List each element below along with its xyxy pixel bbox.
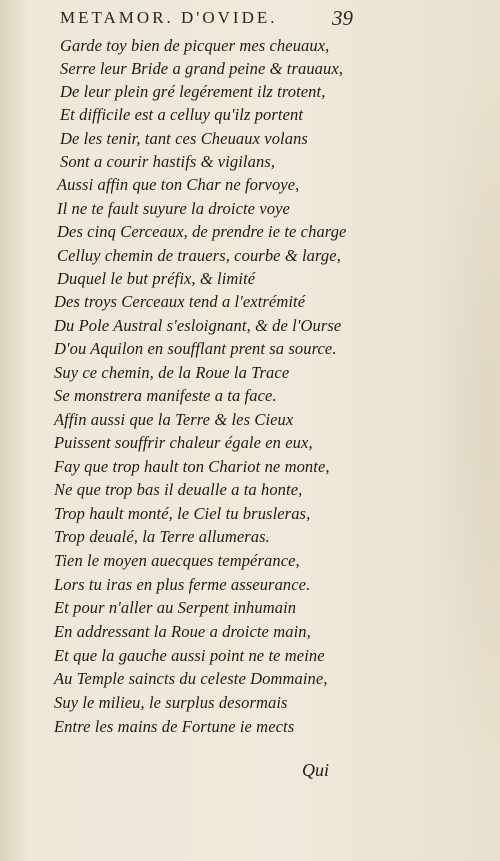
verse-line: En addressant la Roue a droicte main, [54,622,311,641]
verse-line: Des troys Cerceaux tend a l'extrémité [54,292,306,311]
verse-line: Ne que trop bas il deualle a ta honte, [54,480,303,499]
verse-line: Puissent souffrir chaleur égale en eux, [54,433,313,452]
verse-line: Et difficile est a celluy qu'ilz portent [60,105,304,124]
verse-line: Aussi affin que ton Char ne forvoye, [57,175,300,194]
verse-line: De les tenir, tant ces Cheuaux volans [60,129,308,148]
verse-line: Trop hault monté, le Ciel tu brusleras, [54,504,311,523]
verse-line: Suy le milieu, le surplus desormais [54,693,288,712]
verse-line: Affin aussi que la Terre & les Cieux [54,410,294,429]
verse-line: Fay que trop hault ton Chariot ne monte, [54,457,330,476]
verse-line: Des cinq Cerceaux, de prendre ie te charge [57,222,347,241]
verse-line: Serre leur Bride a grand peine & trauaux, [60,59,344,78]
verse-line: Lors tu iras en plus ferme asseurance. [54,575,311,594]
running-head: METAMOR. D'OVIDE. [60,8,278,27]
verse-line: Garde toy bien de picquer mes cheuaux, [60,36,330,55]
verse-line: Entre les mains de Fortune ie mects [54,717,295,736]
verse-line: Se monstrera manifeste a ta face. [54,386,277,405]
verse-line: Celluy chemin de trauers, courbe & large, [57,246,341,265]
verse-line: Duquel le but préfix, & limité [57,269,256,288]
verse-line: Et que la gauche aussi point ne te meine [54,646,325,665]
verse-line: Et pour n'aller au Serpent inhumain [54,598,297,617]
verse-line: Sont a courir hastifs & vigilans, [60,152,276,171]
verse-line: Il ne te fault suyure la droicte voye [57,199,290,218]
verse-line: Trop deualé, la Terre allumeras. [54,527,270,546]
page-number: 39 [332,6,353,30]
verse-line: Du Pole Austral s'esloignant, & de l'Ourse [54,316,342,335]
catchword: Qui [302,760,329,780]
verse-line: Tien le moyen auecques tempérance, [54,551,300,570]
verse-line: De leur plein gré legérement ilz trotent, [60,82,326,101]
verse-line: D'ou Aquilon en soufflant prent sa source. [54,339,337,358]
verse-line: Suy ce chemin, de la Roue la Trace [54,363,290,382]
verse-line: Au Temple saincts du celeste Dommaine, [54,669,328,688]
